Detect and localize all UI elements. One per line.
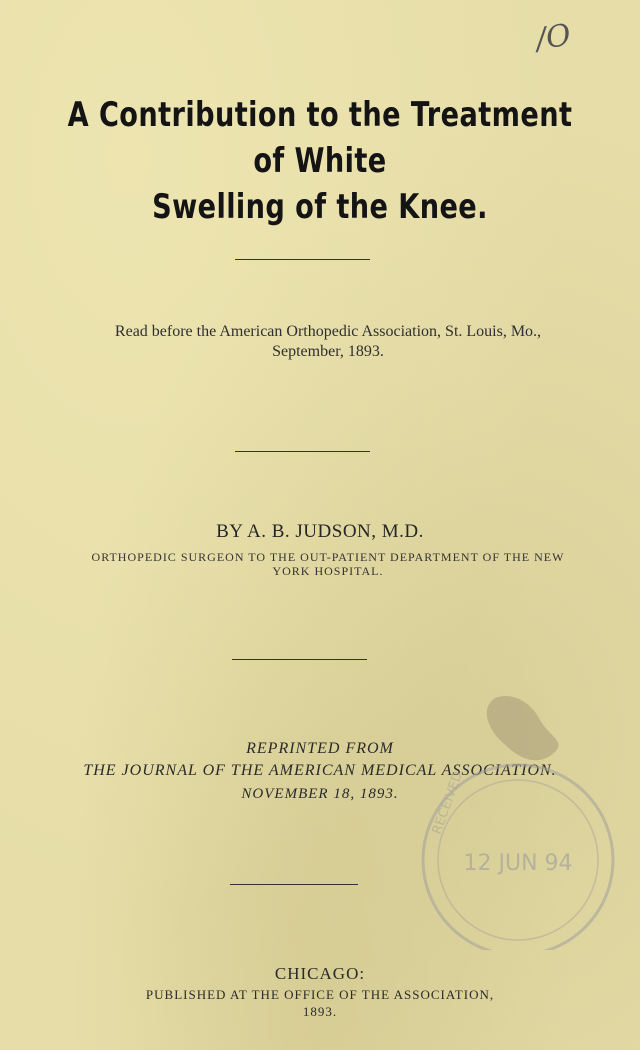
title-line-2: Swelling of the Knee. [152,187,488,227]
divider-rule [235,259,370,260]
publication-date: NOVEMBER 18, 1893. [241,786,399,802]
document-title [64,92,576,230]
publisher-line: PUBLISHED AT THE OFFICE OF THE ASSOCIATION, [145,987,495,1002]
stamp-date: 12 JUN 94 [463,851,573,876]
divider-rule [235,451,370,452]
stamp-ring-text: RECEIVED [429,769,467,837]
author-byline: BY A. B. JUDSON, M.D. [216,521,424,542]
read-before-line-2: September, 1893. [272,343,384,360]
title-line-1: A Contribution to the Treatment of White [67,95,573,181]
read-before-note [48,322,608,362]
author-position-line-2: YORK HOSPITAL. [272,564,384,578]
read-before-line-1: Read before the American Orthopedic Association, St. Louis, Mo., [114,323,542,340]
divider-rule [230,884,358,885]
publication-year: 1893. [302,1004,338,1019]
handwritten-catalog-number: /O [533,17,573,58]
author-position [28,550,628,578]
library-stamp [400,690,630,950]
journal-name: THE JOURNAL OF THE AMERICAN MEDICAL ASSOCIATION. [83,762,557,779]
publication-city: CHICAGO: [274,964,366,983]
author-position-line-1: ORTHOPEDIC SURGEON TO THE OUT-PATIENT DEPARTMENT OF THE NEW [91,550,565,564]
divider-rule [232,659,367,660]
publisher-note [0,986,640,1020]
reprinted-from-label: REPRINTED FROM [246,740,394,757]
stamp-eagle-emblem [487,696,559,760]
